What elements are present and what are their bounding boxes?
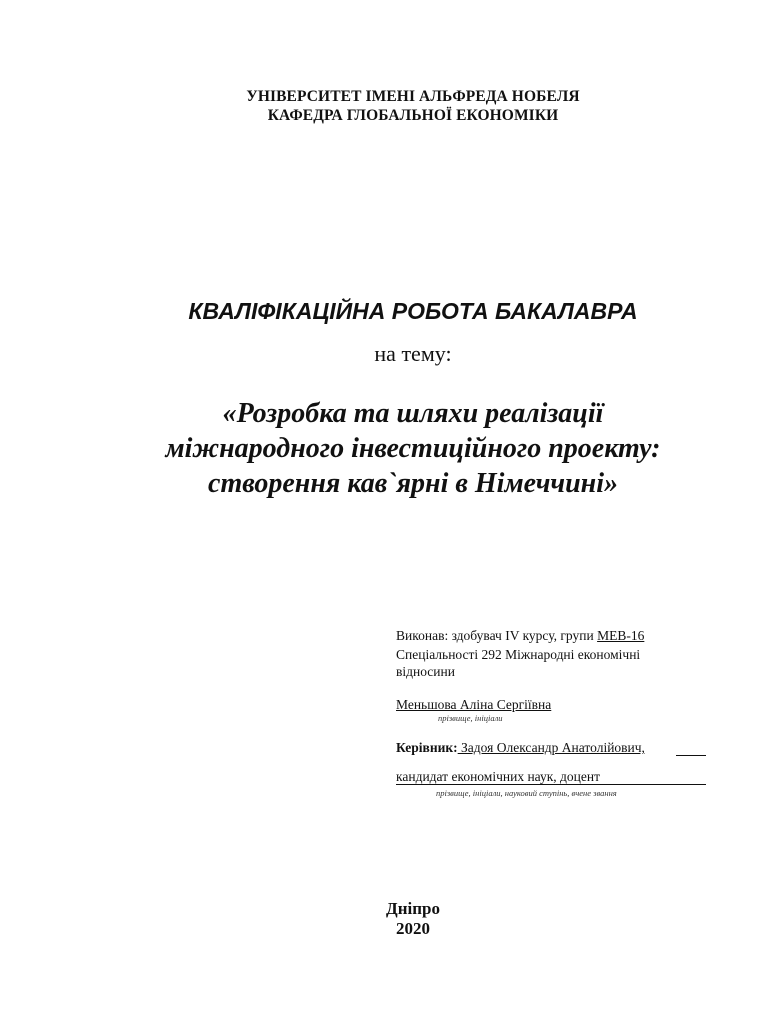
year: 2020 — [396, 919, 430, 938]
university-name: УНІВЕРСИТЕТ ІМЕНІ АЛЬФРЕДА НОБЕЛЯ — [246, 88, 580, 105]
supervisor-hint: прізвище, ініціали, науковий ступінь, вчене звання — [436, 788, 617, 798]
department-name: КАФЕДРА ГЛОБАЛЬНОЇ ЕКОНОМІКИ — [267, 107, 559, 124]
author-name-line — [396, 696, 716, 713]
supervisor-degree-line — [396, 768, 716, 785]
supervisor-name: Задоя Олександр Анатолійович, — [457, 740, 645, 755]
supervisor-degree-underline — [396, 784, 706, 785]
thesis-title-line-3: створення кав`ярні в Німеччині» — [208, 468, 618, 499]
supervisor-name-underline — [676, 755, 706, 756]
author-name-hint: прізвище, ініціали — [438, 713, 503, 723]
supervisor-degree: кандидат економічних наук, доцент — [396, 769, 600, 784]
author-name: Меньшова Аліна Сергіївна — [396, 697, 552, 712]
work-type-heading: КВАЛІФІКАЦІЙНА РОБОТА БАКАЛАВРА — [188, 298, 638, 324]
specialty-line-2: відносини — [396, 664, 455, 679]
supervisor-line — [396, 739, 716, 756]
performed-by-line — [396, 627, 716, 644]
topic-label: на тему: — [374, 341, 452, 366]
specialty-line-1: Спеціальності 292 Міжнародні економічні — [396, 647, 641, 662]
city: Дніпро — [386, 899, 440, 918]
supervisor-label: Керівник: — [396, 740, 458, 755]
performed-by-text: Виконав: здобувач IV курсу, групи — [396, 628, 598, 643]
thesis-title-line-1: «Розробка та шляхи реалізації — [222, 398, 604, 429]
thesis-title-line-2: міжнародного інвестиційного проекту: — [165, 433, 661, 464]
group-code: МЕВ-16 — [597, 628, 645, 643]
